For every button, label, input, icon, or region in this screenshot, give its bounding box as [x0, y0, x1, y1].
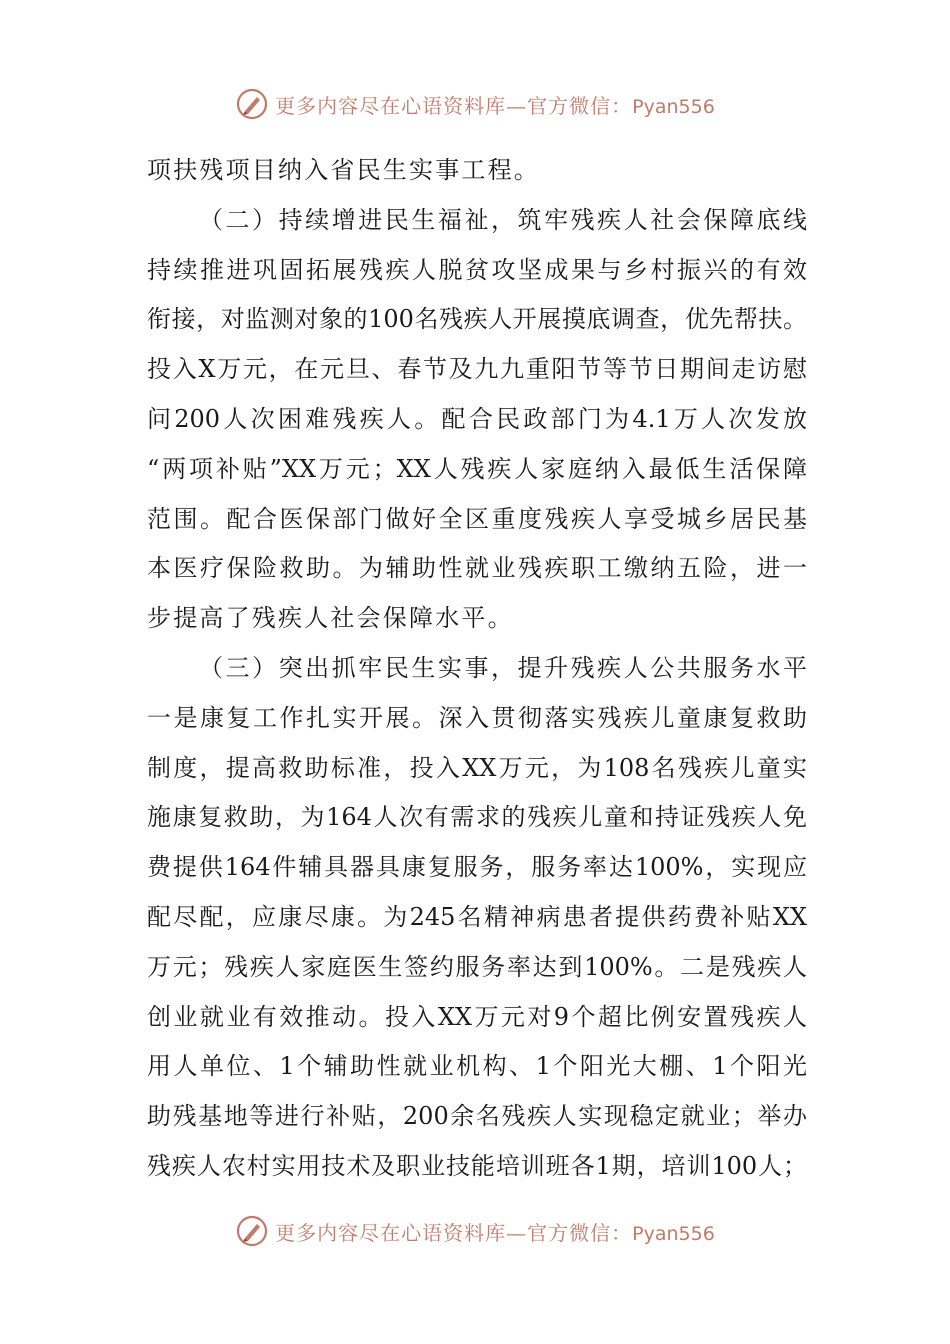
text-line: 本医疗保险救助。为辅助性就业残疾职工缴纳五险，进一 [147, 554, 807, 583]
text-line: 配尽配，应康尽康。为245名精神病患者提供药费补贴XX [147, 902, 807, 931]
text-line: 用人单位、1个辅助性就业机构、1个阳光大棚、1个阳光 [147, 1052, 807, 1081]
document-body [147, 146, 807, 1192]
header-watermark [0, 84, 950, 124]
pen-logo-icon [235, 87, 269, 121]
section-heading: （三）突出抓牢民生实事，提升残疾人公共服务水平 [199, 653, 807, 682]
footer-watermark [0, 1211, 950, 1251]
text-line: 范围。配合医保部门做好全区重度残疾人享受城乡居民基 [147, 504, 807, 533]
watermark-text: 更多内容尽在心语资料库—官方微信：Pyan556 [275, 1220, 715, 1245]
watermark-text: 更多内容尽在心语资料库—官方微信：Pyan556 [275, 93, 715, 118]
text-line: 助残基地等进行补贴，200余名残疾人实现稳定就业；举办 [147, 1102, 807, 1131]
text-line: 制度，提高救助标准，投入XX万元，为108名残疾儿童实 [147, 753, 807, 782]
text-line: 衔接，对监测对象的100名残疾人开展摸底调查，优先帮扶。 [147, 305, 807, 334]
text-line: 一是康复工作扎实开展。深入贯彻落实残疾儿童康复救助 [147, 703, 807, 732]
text-line: 持续推进巩固拓展残疾人脱贫攻坚成果与乡村振兴的有效 [147, 255, 807, 284]
text-line: 施康复救助，为164人次有需求的残疾儿童和持证残疾人免 [147, 803, 807, 832]
text-line: 费提供164件辅具器具康复服务，服务率达100%，实现应 [147, 853, 807, 882]
text-line: 万元；残疾人家庭医生签约服务率达到100%。二是残疾人 [147, 952, 807, 981]
text-line: 问200人次困难残疾人。配合民政部门为4.1万人次发放 [147, 404, 807, 433]
text-line: 残疾人农村实用技术及职业技能培训班各1期，培训100人； [147, 1151, 807, 1180]
text-line: 创业就业有效推动。投入XX万元对9个超比例安置残疾人 [147, 1002, 807, 1031]
section-heading: （二）持续增进民生福祉，筑牢残疾人社会保障底线 [199, 205, 807, 234]
text-line: 步提高了残疾人社会保障水平。 [147, 604, 514, 633]
text-line: 投入X万元，在元旦、春节及九九重阳节等节日期间走访慰 [147, 355, 807, 384]
pen-logo-icon [235, 1214, 269, 1248]
text-line: 项扶残项目纳入省民生实事工程。 [147, 156, 540, 184]
text-line: “两项补贴”XX万元；XX人残疾人家庭纳入最低生活保障 [147, 454, 807, 483]
